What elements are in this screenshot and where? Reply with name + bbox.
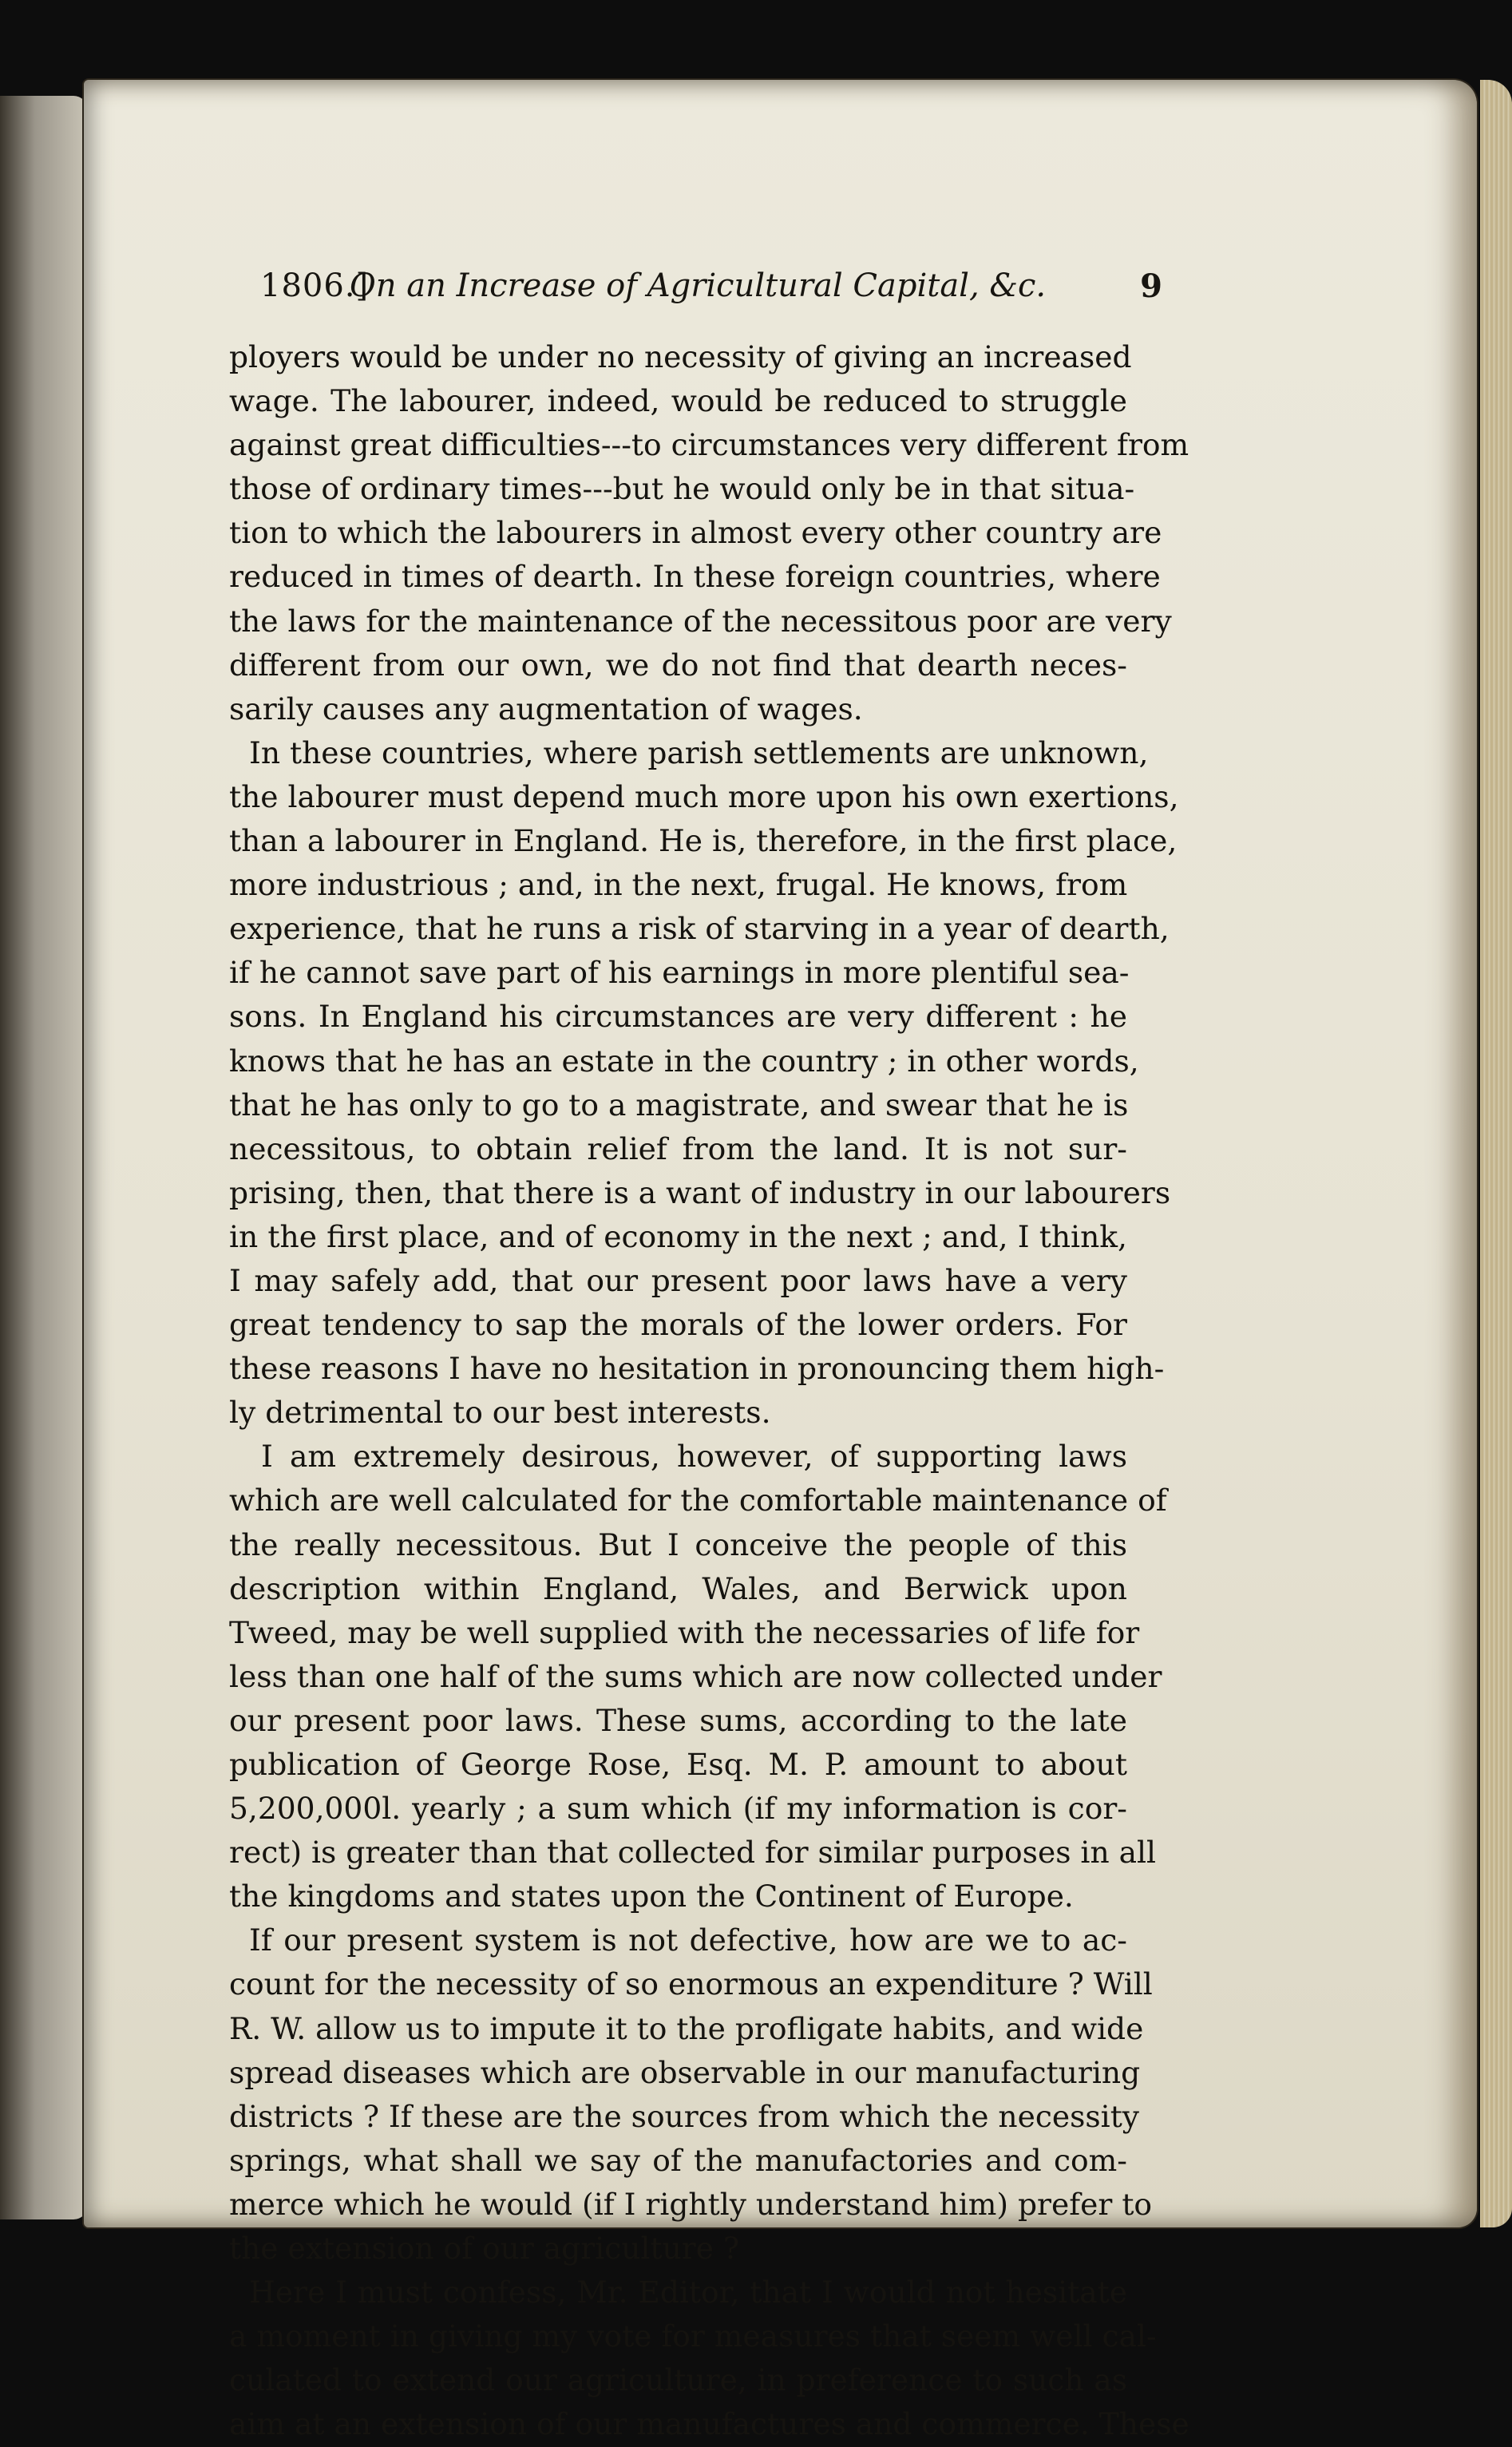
text-line: those of ordinary times---but he would only be in that situa- [229,471,1135,507]
text-line: Here I must confess, Mr. Editor, that I would not hesitate [249,2275,1127,2310]
text-line: than a labourer in England. He is, therefore, in the first place, [229,823,1178,859]
text-line: sons. In England his circumstances are very different : he [229,999,1127,1035]
text-line: Tweed, may be well supplied with the necessaries of life for [229,1614,1140,1650]
page-number: 9 [1140,267,1162,305]
page-fore-edge [1480,80,1512,2227]
text-line: I am extremely desirous, however, of supporting laws [261,1439,1127,1475]
text-line: the labourer must depend much more upon his own exertions, [229,778,1179,814]
text-line: sarily causes any augmentation of wages. [229,691,863,727]
facing-page-edge [0,96,88,2219]
text-line: springs, what shall we say of the manufactories and com- [229,2142,1127,2178]
text-line: reduced in times of dearth. In these foreign countries, where [229,559,1161,595]
text-line: count for the necessity of so enormous an expenditure ? Will [229,1966,1153,2002]
text-line: tion to which the labourers in almost every other country are [229,515,1162,551]
text-line: that he has only to go to a magistrate, and swear that he is [229,1087,1129,1123]
text-line: If our present system is not defective, how are we to ac- [249,1922,1127,1958]
text-line: culated to extend our agriculture, in preference to such as [229,2362,1127,2398]
text-line: these reasons I have no hesitation in pronouncing them high- [229,1351,1165,1387]
text-line: experience, that he runs a risk of starving in a year of dearth, [229,911,1170,947]
text-line: districts ? If these are the sources from which the necessity [229,2098,1140,2134]
running-header [260,267,1162,315]
text-line: if he cannot save part of his earnings in more plentiful sea- [229,955,1130,991]
text-line: prising, then, that there is a want of industry in our labourers [229,1174,1171,1210]
text-line: our present poor laws. These sums, according to the late [229,1702,1127,1738]
text-line: against great difficulties---to circumstances very different from [229,427,1189,463]
text-line: great tendency to sap the morals of the lower orders. For [229,1307,1127,1343]
text-line: spread diseases which are observable in our manufacturing [229,2054,1141,2090]
text-line: 5,200,000l. yearly ; a sum which (if my information is cor- [229,1791,1127,1827]
text-line: necessitous, to obtain relief from the land. It is not sur- [229,1130,1127,1166]
text-line: different from our own, we do not find that dearth neces- [229,647,1127,683]
body-text [229,335,1189,2447]
text-line: less than one half of the sums which are now collected under [229,1658,1162,1694]
text-line: publication of George Rose, Esq. M. P. amount to about [229,1747,1127,1782]
text-line: the extension of our agriculture ? [229,2231,740,2267]
text-line: knows that he has an estate in the country ; in other words, [229,1043,1139,1079]
text-line: which are well calculated for the comfortable maintenance of [229,1483,1167,1518]
text-line: in the first place, and of economy in the next ; and, I think, [229,1218,1127,1254]
text-line: aim at an extension of our manufactures and commerce. These [229,2406,1189,2442]
text-line: ly detrimental to our best interests. [229,1395,771,1431]
text-line: more industrious ; and, in the next, frugal. He knows, from [229,867,1128,903]
text-line: ployers would be under no necessity of giving an increased [229,339,1132,374]
text-line: I may safely add, that our present poor laws have a very [229,1262,1127,1298]
text-line: R. W. allow us to impute it to the profligate habits, and wide [229,2010,1144,2046]
text-line: In these countries, where parish settlements are unknown, [249,734,1149,770]
text-line: description within England, Wales, and Berwick upon [229,1570,1127,1606]
text-line: wage. The labourer, indeed, would be reduced to struggle [229,383,1127,419]
running-title: On an Increase of Agricultural Capital, &c. [350,267,1047,304]
text-line: the really necessitous. But I conceive the people of this [229,1526,1127,1562]
text-line: a moment in giving my vote for measures that seem well cal- [229,2318,1157,2354]
text-line: the kingdoms and states upon the Continent of Europe. [229,1879,1074,1914]
text-line: merce which he would (if I rightly understand him) prefer to [229,2186,1153,2222]
header-date: 1806.] [260,267,370,304]
text-line: rect) is greater than that collected for similar purposes in all [229,1835,1157,1871]
text-line: the laws for the maintenance of the necessitous poor are very [229,603,1172,639]
